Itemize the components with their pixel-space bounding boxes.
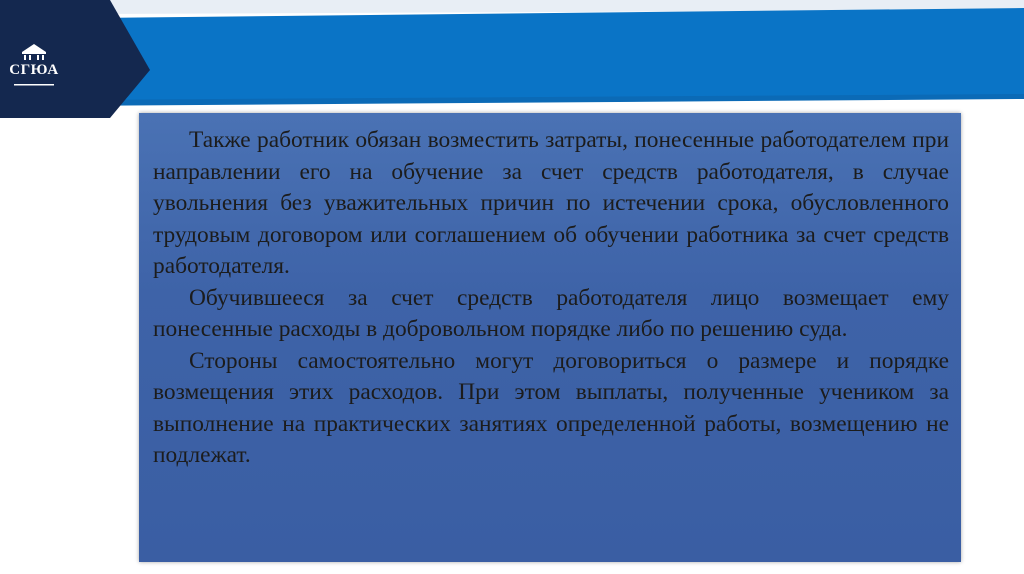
logo-text: СГЮА (9, 62, 59, 78)
logo (0, 0, 110, 115)
paragraph-compensation: Обучившееся за счет средств работодателя лицо возмещает ему понесенные расходы в добровольном порядке либо по решению суда. (153, 284, 949, 342)
paragraph-agreement: Стороны самостоятельно могут договориться о размере и порядке возмещения этих расходов. При этом выплаты, полученные учеником за выполнение на практических занятиях определенной работы, возмещению не подлежат. (153, 347, 949, 468)
paragraph-training-costs: Также работник обязан возместить затраты, понесенные работодателем при направлении его на обучение за счет средств работодателя, в случае увольнения без уважительных причин по истечении срока, обусловленного трудовым договором или соглашением об обучении работника за счет средств работодателя. (153, 127, 949, 279)
header-banner (0, 0, 1024, 120)
content-panel (139, 113, 961, 562)
building-icon (0, 0, 68, 60)
logo-underline (0, 82, 68, 90)
